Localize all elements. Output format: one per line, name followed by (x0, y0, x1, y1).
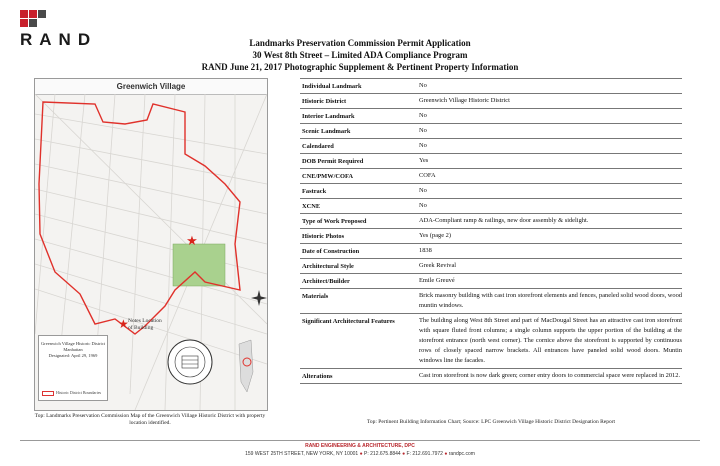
page-header (0, 37, 720, 73)
map-legend (38, 335, 108, 401)
legend-line: Manhattan (63, 347, 83, 352)
table-row (300, 229, 682, 244)
footer-phone: P: 212.675.8844 (364, 451, 401, 457)
separator-dot-icon: ● (402, 451, 406, 457)
row-label: Date of Construction (302, 248, 360, 255)
footer-address: 159 WEST 25TH STREET, NEW YORK, NY 10001 (245, 451, 359, 457)
row-value: Brick masonry building with cast iron storefront elements and fences, paneled solid wood doors, wood muntin windows. (419, 292, 682, 309)
footer-fax: F: 212.691.7972 (406, 451, 443, 457)
table-row (300, 184, 682, 199)
table-caption: Top: Pertinent Building Information Chart; Source: LPC Greenwich Village Historic District Designation Report (366, 419, 616, 425)
row-label: Historic District (302, 98, 347, 105)
table-row (300, 369, 682, 384)
table-row (300, 79, 682, 94)
table-row (300, 109, 682, 124)
star-note-text: Notes Location of Building (128, 318, 162, 331)
row-label: Type of Work Proposed (302, 218, 367, 225)
row-value: Greenwich Village Historic District (419, 97, 510, 104)
legend-key (42, 390, 101, 396)
row-label: Individual Landmark (302, 83, 362, 90)
logo-squares-icon (8, 8, 48, 28)
table-row (300, 139, 682, 154)
park-area (173, 244, 225, 286)
row-label: Historic Photos (302, 233, 345, 240)
table-row (300, 259, 682, 274)
row-label: Calendared (302, 143, 334, 150)
logo-wordmark: RAND (20, 30, 98, 49)
row-value: No (419, 142, 427, 149)
header-address: 30 West 8th Street – Limited ADA Compliance Program (252, 50, 468, 60)
row-value: Cast iron storefront is now dark green; corner entry doors to commercial space were replaced in 2012. (419, 372, 681, 379)
row-value: COFA (419, 172, 436, 179)
table-row (300, 214, 682, 229)
row-value: 1838 (419, 247, 432, 254)
lpc-seal (168, 340, 212, 384)
row-value: Yes (419, 157, 429, 164)
inset-map (239, 340, 253, 392)
table-row (300, 199, 682, 214)
legend-key-label: Historic District Boundaries (56, 390, 102, 395)
footer-divider (20, 440, 700, 441)
table-row (300, 244, 682, 259)
row-label: Significant Architectural Features (302, 318, 395, 325)
row-value: Greek Revival (419, 262, 457, 269)
row-value: No (419, 112, 427, 119)
row-value: No (419, 187, 427, 194)
header-subtitle: RAND June 21, 2017 Photographic Supplement & Pertinent Property Information (201, 62, 519, 72)
row-value: The building along West 8th Street and part of MacDougal Street has an attractive cast iron storefront with square fluted front columns; a single column supports the upper portion of the building at the storefront entrance (north west corner). The cornice above the storefront is supported by continuous rows of closely spaced narrow brackets. All entrances have paneled solid wood doors. Muntin windows line the facades. (419, 317, 682, 364)
star-note (118, 317, 166, 332)
row-label: Fastrack (302, 188, 327, 195)
boundary-swatch (42, 391, 54, 396)
district-boundary (39, 102, 240, 334)
building-info-table (300, 78, 682, 384)
row-label: CNE/PMW/COFA (302, 173, 353, 180)
map-caption: Top: Landmarks Preservation Commission Map of the Greenwich Village Historic District with property location identified. (34, 413, 266, 426)
star-icon: ★ (118, 317, 129, 331)
row-label: DOB Permit Required (302, 158, 364, 165)
district-map (34, 78, 268, 411)
table-row (300, 154, 682, 169)
legend-line: Designated: April 29, 1969 (48, 353, 98, 358)
separator-dot-icon: ● (444, 451, 448, 457)
row-label: Materials (302, 293, 329, 300)
table-row (300, 94, 682, 109)
row-label: Scenic Landmark (302, 128, 351, 135)
row-label: Interior Landmark (302, 113, 355, 120)
row-label: Architect/Builder (302, 278, 350, 285)
map-title: Greenwich Village (35, 79, 267, 95)
row-label: Architectural Style (302, 263, 354, 270)
header-title: Landmarks Preservation Commission Permit Application (249, 38, 471, 48)
separator-dot-icon: ● (359, 451, 363, 457)
legend-line: Greenwich Village Historic District (40, 341, 105, 346)
row-value: Emile Greuvé (419, 277, 455, 284)
table-row (300, 314, 682, 369)
table-row (300, 169, 682, 184)
footer-company: RAND ENGINEERING & ARCHITECTURE, DPC (305, 443, 415, 449)
table-row (300, 274, 682, 289)
row-label: XCNE (302, 203, 321, 210)
footer-website[interactable]: randpc.com (448, 451, 475, 457)
table-row (300, 124, 682, 139)
row-value: No (419, 82, 427, 89)
row-value: Yes (page 2) (419, 232, 452, 239)
row-value: No (419, 127, 427, 134)
row-value: ADA-Compliant ramp & railings, new door assembly & sidelight. (419, 217, 589, 224)
building-star-icon: ★ (186, 233, 198, 248)
row-value: No (419, 202, 427, 209)
row-label: Alterations (302, 373, 333, 380)
footer-contact (0, 451, 720, 457)
table-row (300, 289, 682, 314)
